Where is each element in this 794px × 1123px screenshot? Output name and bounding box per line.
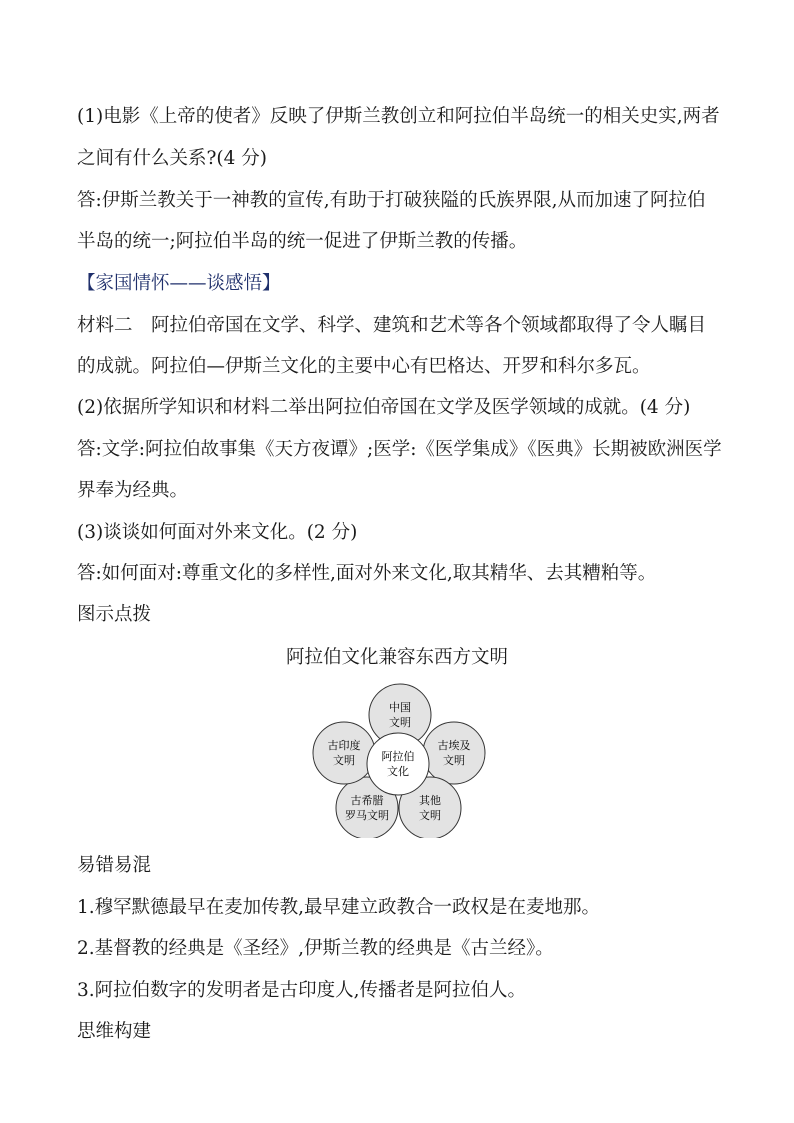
question-3-line-1: (3)谈谈如何面对外来文化。(2 分) <box>77 522 358 543</box>
error-item-1: 1.穆罕默德最早在麦加传教,最早建立政教合一政权是在麦地那。 <box>77 897 601 918</box>
circle-label: 其他 <box>419 794 441 807</box>
material-2-line-1: 材料二 阿拉伯帝国在文学、科学、建筑和艺术等各个领域都取得了令人瞩目 <box>77 315 707 336</box>
circle-label: 古希腊 <box>350 794 384 807</box>
question-1-line-1: (1)电影《上帝的使者》反映了伊斯兰教创立和阿拉伯半岛统一的相关史实,两者 <box>77 106 720 127</box>
question-2-line-1: (2)依据所学知识和材料二举出阿拉伯帝国在文学及医学领域的成就。(4 分) <box>77 397 691 418</box>
error-item-2: 2.基督教的经典是《圣经》,伊斯兰教的经典是《古兰经》。 <box>77 938 554 959</box>
answer-2-line-2: 界奉为经典。 <box>77 480 189 501</box>
answer-1-line-1: 答:伊斯兰教关于一神教的宣传,有助于打破狭隘的氏族界限,从而加速了阿拉伯 <box>77 190 706 211</box>
section-heading: 【家国情怀——谈感悟】 <box>77 273 281 294</box>
answer-2-line-1: 答:文学:阿拉伯故事集《天方夜谭》;医学:《医学集成》《医典》长期被欧洲医学 <box>77 439 722 460</box>
circle-arab-center <box>367 733 429 795</box>
circle-label: 古埃及 <box>437 739 471 752</box>
circle-egypt <box>423 722 485 784</box>
question-1-line-2: 之间有什么关系?(4 分) <box>77 148 268 169</box>
circle-india <box>313 722 375 784</box>
circle-label: 文明 <box>389 716 411 729</box>
circle-label: 中国 <box>389 701 411 714</box>
answer-3-line-1: 答:如何面对:尊重文化的多样性,面对外来文化,取其精华、去其糟粕等。 <box>77 563 657 584</box>
diagram-title: 阿拉伯文化兼容东西方文明 <box>285 647 508 668</box>
errors-heading: 易错易混 <box>77 855 152 876</box>
civilization-diagram <box>300 678 500 838</box>
material-2-line-2: 的成就。阿拉伯—伊斯兰文化的主要中心有巴格达、开罗和科尔多瓦。 <box>77 356 651 377</box>
figure-heading: 图示点拨 <box>77 604 152 625</box>
thinking-heading: 思维构建 <box>77 1021 152 1042</box>
circle-label: 文明 <box>333 754 355 767</box>
answer-1-line-2: 半岛的统一;阿拉伯半岛的统一促进了伊斯兰教的传播。 <box>77 231 528 252</box>
center-label: 文化 <box>387 765 409 778</box>
circle-label: 文明 <box>419 809 441 822</box>
circle-label: 古印度 <box>327 739 361 752</box>
circle-label: 罗马文明 <box>345 809 389 822</box>
center-label: 阿拉伯 <box>381 750 415 763</box>
circle-label: 文明 <box>443 754 465 767</box>
error-item-3: 3.阿拉伯数字的发明者是古印度人,传播者是阿拉伯人。 <box>77 980 527 1001</box>
